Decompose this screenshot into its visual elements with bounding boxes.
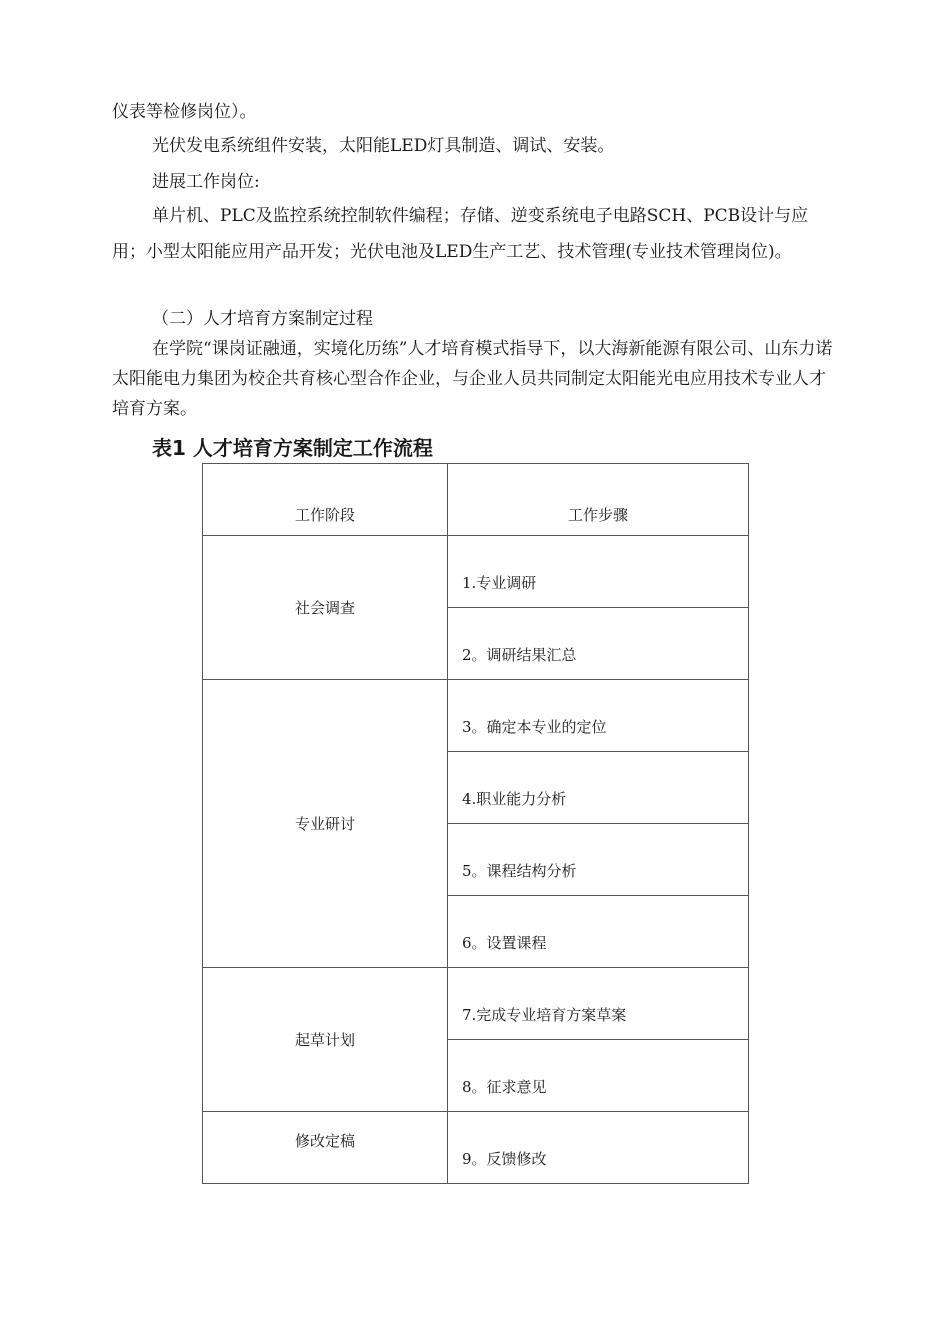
paragraph-5: 在学院“课岗证融通，实境化历练”人才培育模式指导下，以大海新能源有限公司、山东力诺太阳能电力集团为校企共育核心型合作企业，与企业人员共同制定太阳能光电应用技术专业人才培育方案。 (112, 339, 833, 419)
step-cell: 5。课程结构分析 (448, 824, 749, 896)
table-header-row (203, 464, 749, 536)
step-cell: 4.职业能力分析 (448, 752, 749, 824)
table-row (203, 536, 749, 608)
stage-cell: 修改定稿 (203, 1112, 448, 1184)
paragraph-4: 单片机、PLC及监控系统控制软件编程；存储、逆变系统电子电路SCH、PCB设计与应用；小型太阳能应用产品开发；光伏电池及LED生产工艺、技术管理(专业技术管理岗位)。 (112, 206, 809, 262)
header-stage: 工作阶段 (203, 464, 448, 536)
step-cell: 1.专业调研 (448, 536, 749, 608)
step-cell: 8。征求意见 (448, 1040, 749, 1112)
table-row (203, 968, 749, 1040)
step-cell: 2。调研结果汇总 (448, 608, 749, 680)
paragraph-1: 仪表等检修岗位）。 (112, 102, 257, 122)
table-caption: 表1 人才培育方案制定工作流程 (152, 436, 433, 460)
step-cell: 3。确定本专业的定位 (448, 680, 749, 752)
stage-cell: 起草计划 (203, 968, 448, 1112)
stage-cell: 社会调查 (203, 536, 448, 680)
table-row (203, 1112, 749, 1184)
paragraph-2: 光伏发电系统组件安装，太阳能LED灯具制造、调试、安装。 (152, 136, 615, 156)
stage-cell: 专业研讨 (203, 680, 448, 968)
step-cell: 9。反馈修改 (448, 1112, 749, 1184)
header-step: 工作步骤 (448, 464, 749, 536)
paragraph-3: 进展工作岗位: (152, 172, 260, 192)
section-heading: （二）人才培育方案制定过程 (152, 309, 373, 329)
table-row (203, 680, 749, 752)
workflow-table (202, 463, 749, 1184)
step-cell: 6。设置课程 (448, 896, 749, 968)
step-cell: 7.完成专业培育方案草案 (448, 968, 749, 1040)
